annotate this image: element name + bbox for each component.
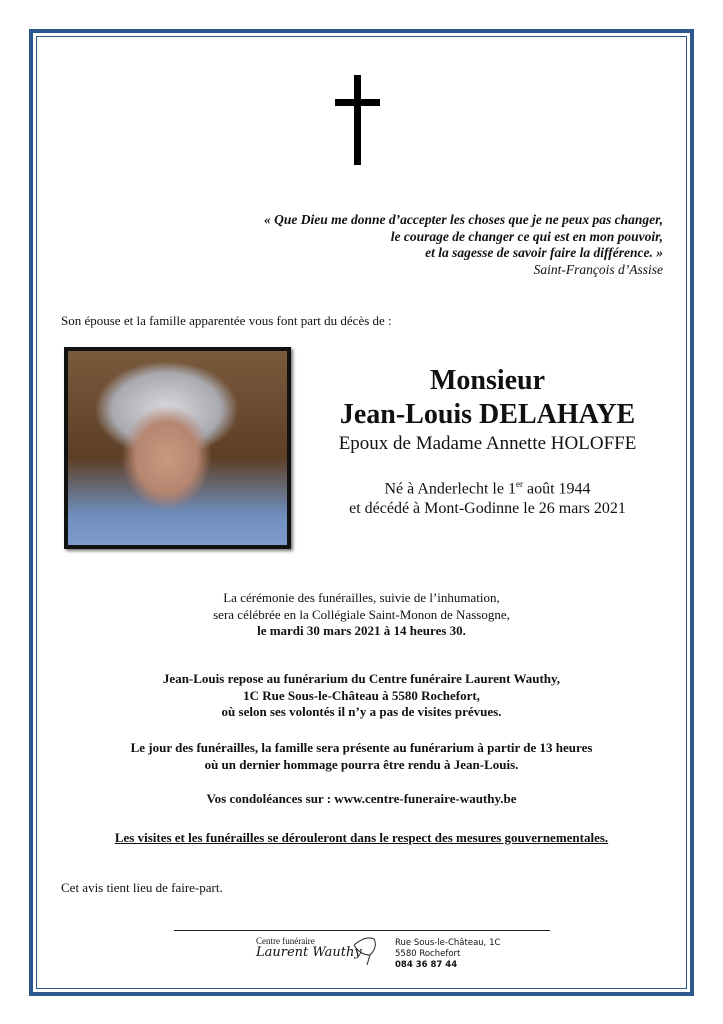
footer-address (395, 938, 500, 971)
ceremony-line: La cérémonie des funérailles, suivie de l’inhumation, (223, 590, 500, 605)
measures-text: Les visites et les funérailles se dérouleront dans le respect des mesures gouvernementales. (114, 830, 609, 845)
rest-line: 1C Rue Sous-le-Château à 5580 Rochefort, (243, 687, 480, 703)
rest-line: où selon ses volontés il n’y a pas de visites prévues. (221, 704, 502, 719)
intro-text: Son épouse et la famille apparentée vous font part du décès de : (61, 313, 392, 328)
footer-divider (174, 930, 550, 931)
day-line: où un dernier hommage pourra être rendu à Jean-Louis. (204, 756, 519, 772)
deceased-title: Monsieur (429, 365, 546, 396)
logo-small-text: Centre funéraire (256, 936, 315, 946)
ceremony-date: le mardi 30 mars 2021 à 14 heures 30. (257, 623, 466, 638)
quote-line: et la sagesse de savoir faire la différence. » (425, 245, 663, 260)
phone-number: 084 36 87 44 (395, 960, 458, 970)
birth-date: août 1944 (522, 480, 591, 498)
deceased-spouse: Epoux de Madame Annette HOLOFFE (338, 433, 637, 454)
funerarium-info (40, 671, 683, 721)
birth-sup: er (515, 479, 523, 489)
deceased-name: Jean-Louis DELAHAYE (339, 399, 636, 430)
funeral-day-info (40, 740, 683, 773)
ceremony-info (40, 590, 683, 640)
ceremony-line: sera célébrée en la Collégiale Saint-Monon de Nassogne, (213, 606, 510, 622)
address-line: Rue Sous-le-Château, 1C (395, 938, 501, 948)
quote (264, 212, 663, 278)
rest-line: Jean-Louis repose au funérarium du Centre funéraire Laurent Wauthy, (162, 671, 561, 686)
quote-author: Saint-François d’Assise (533, 261, 663, 277)
birth-text: Né à Anderlecht le 1 (384, 480, 516, 498)
cross-icon (335, 75, 380, 165)
birth-line (300, 474, 675, 499)
calla-lily-icon (352, 935, 378, 967)
quote-line: le courage de changer ce qui est en mon pouvoir, (390, 228, 663, 244)
note-text: Cet avis tient lieu de faire-part. (61, 880, 223, 895)
logo-script-text: Laurent Wauthy (256, 945, 362, 960)
portrait-photo (64, 347, 291, 549)
address-line: 5580 Rochefort (395, 949, 461, 959)
quote-line: « Que Dieu me donne d’accepter les choses que je ne peux pas changer, (264, 212, 663, 227)
funeral-home-logo (256, 937, 362, 960)
condolences-text: Vos condoléances sur : www.centre-funeraire-wauthy.be (206, 791, 517, 806)
death-line: et décédé à Mont-Godinne le 26 mars 2021 (349, 500, 626, 518)
deceased-block (300, 364, 675, 519)
day-line: Le jour des funérailles, la famille sera présente au funérarium à partir de 13 heures (130, 740, 593, 755)
